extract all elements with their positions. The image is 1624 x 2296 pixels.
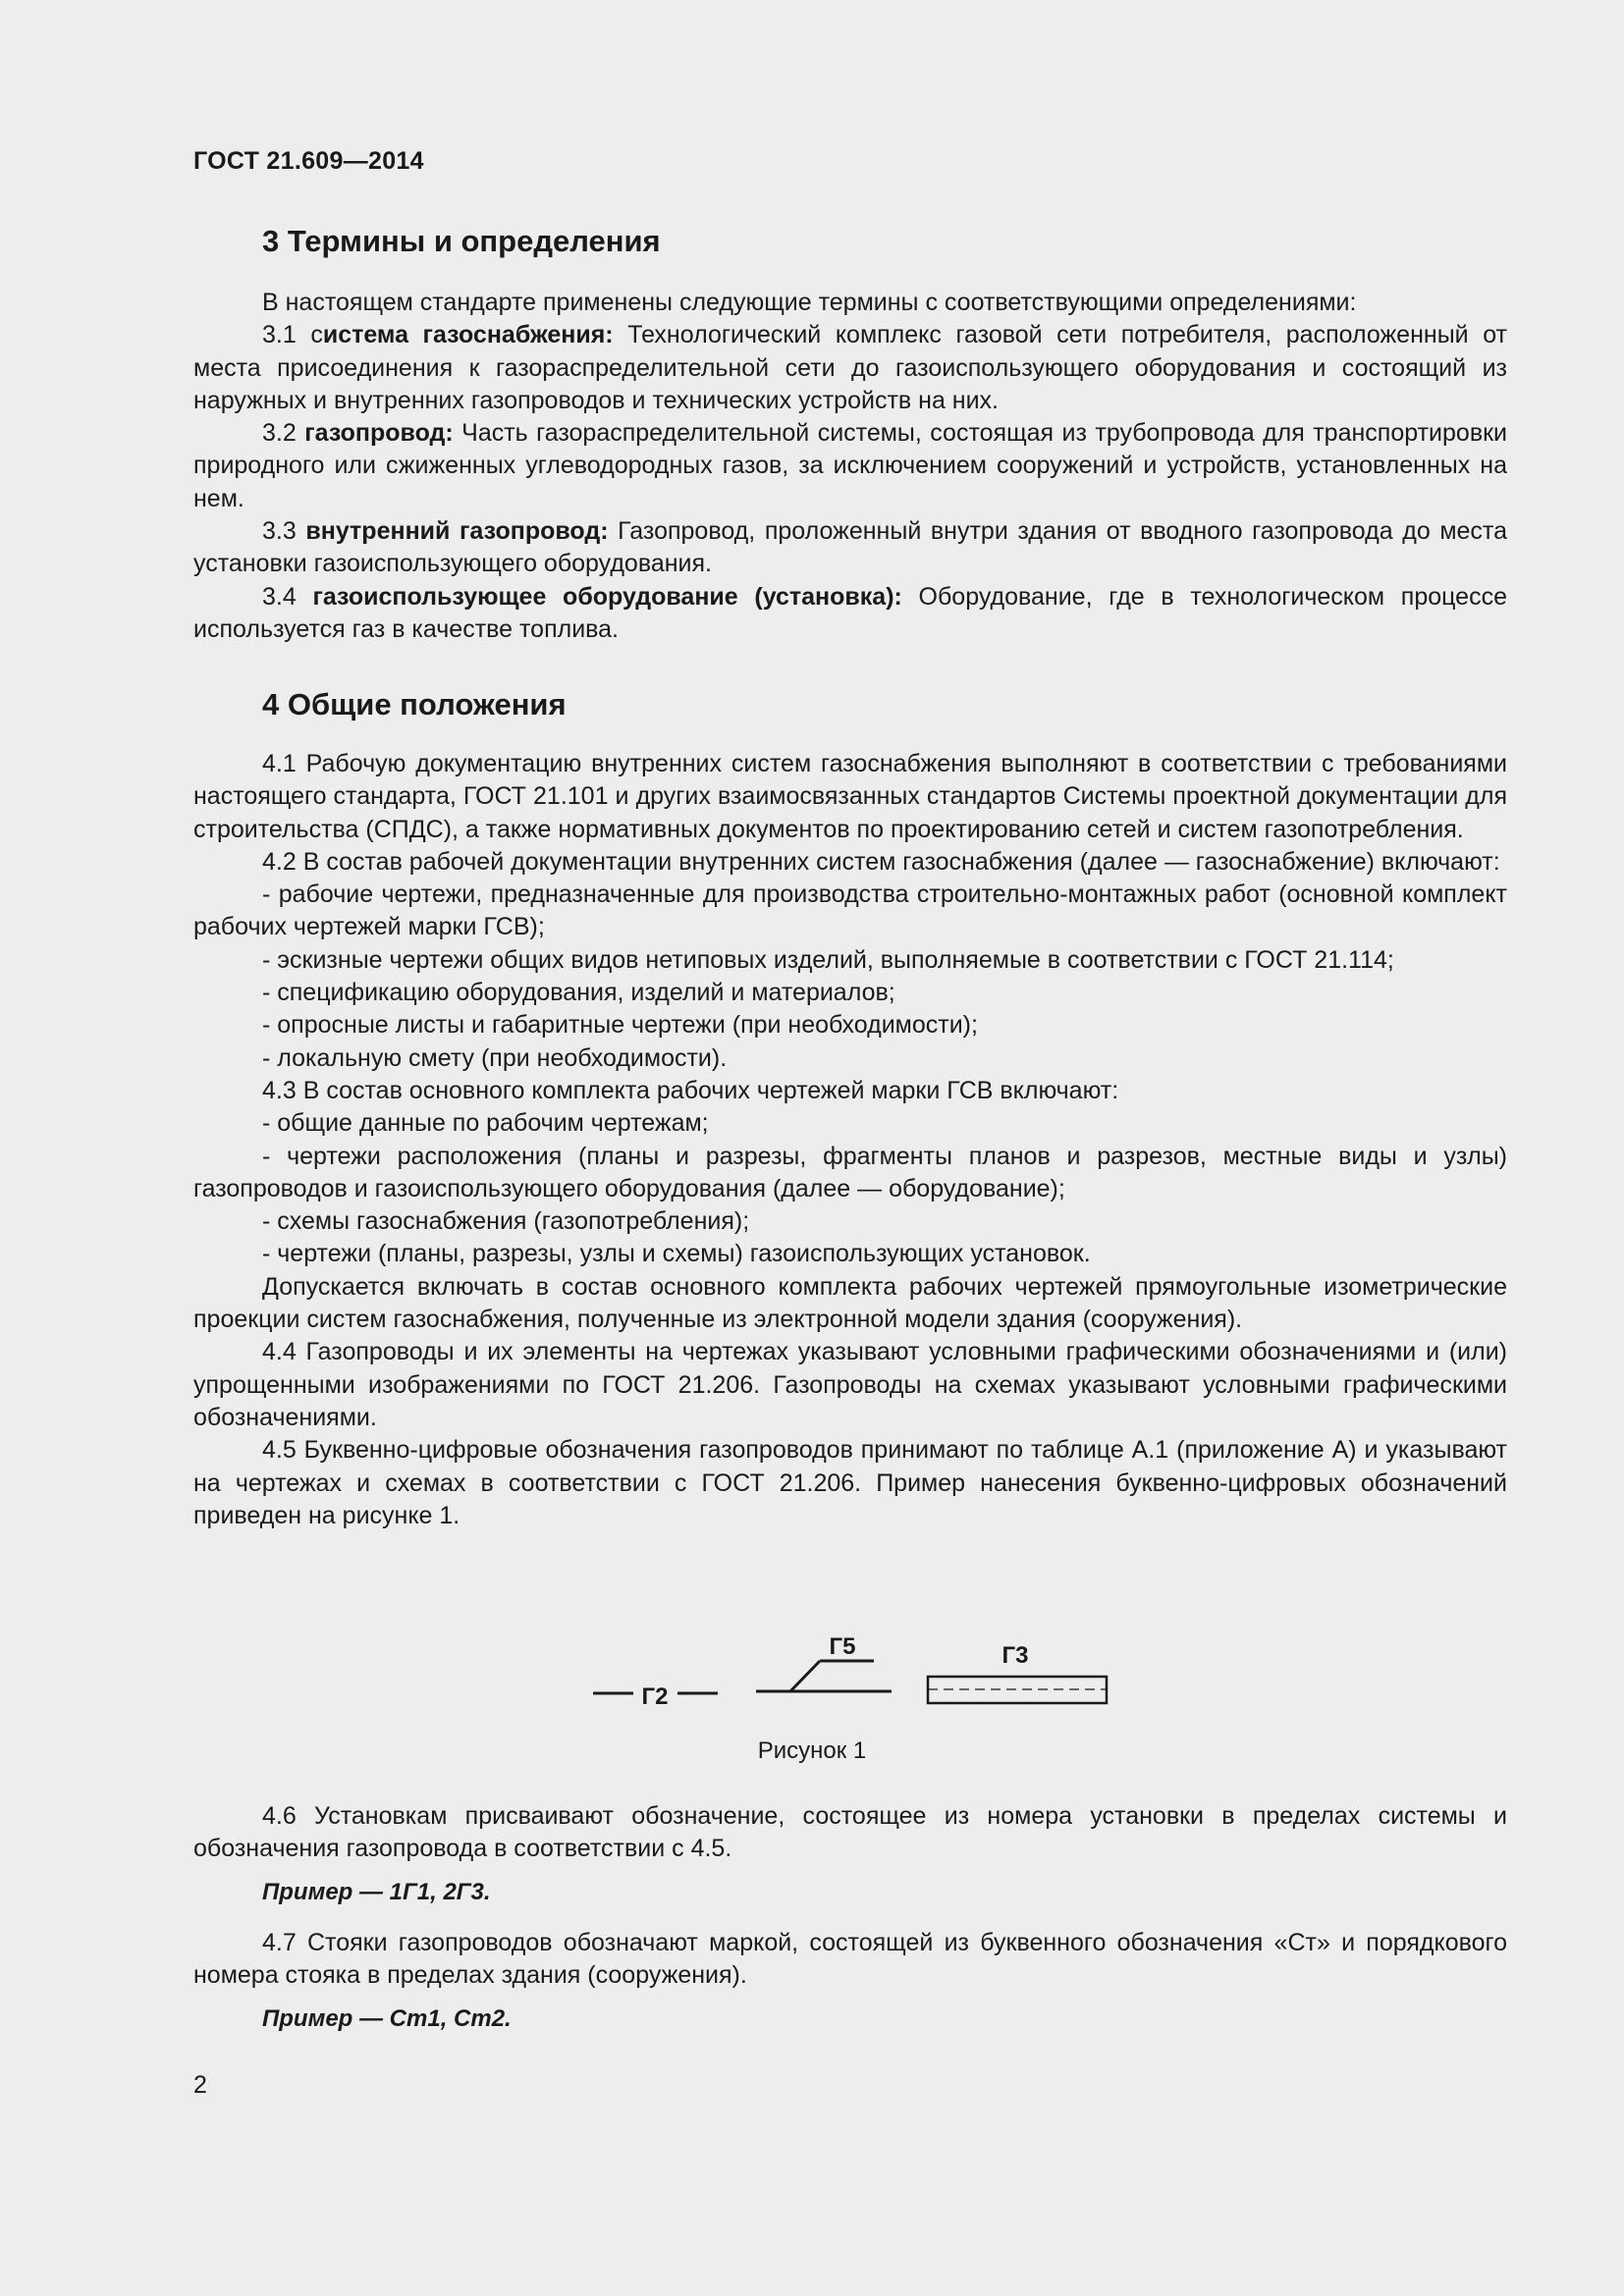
- para-4-5: 4.5 Буквенно-цифровые обозначения газопроводов принимают по таблице А.1 (приложение А) и указывают на чертежах и схемах в соответствии с ГОСТ 21.206. Пример нанесения буквенно-цифровых обозначений приведен на рисунке 1.: [193, 1436, 1507, 1529]
- para-4-2: 4.2 В состав рабочей документации внутренних систем газоснабжения (далее — газоснабжение) включают:: [262, 847, 1500, 876]
- term-3-1: 3.1 система газоснабжения: Технологический комплекс газовой сети потребителя, расположенный от места присоединения к газораспределительной сети до газоиспользующего оборудования и состоящий из наружных и внутренних газопроводов и технических устройств на них.: [193, 321, 1508, 414]
- list-item: - спецификацию оборудования, изделий и материалов;: [262, 979, 895, 1007]
- page-number: 2: [193, 2071, 207, 2099]
- section-3-body: [193, 287, 1507, 646]
- term-label: газоиспользующее оборудование (установка):: [312, 582, 902, 611]
- figure-caption: Рисунок 1: [757, 1737, 867, 1764]
- list-item: - локальную смету (при необходимости).: [262, 1043, 728, 1072]
- para-4-4: 4.4 Газопроводы и их элементы на чертежах указывают условными графическими обозначениями и (или) упрощенными изображениями по ГОСТ 21.206. Газопроводы на схемах указывают условными графическими обозначениями.: [193, 1338, 1507, 1431]
- para-4-3: 4.3 В состав основного комплекта рабочих чертежей марки ГСВ включают:: [262, 1076, 1119, 1104]
- list-item: - чертежи (планы, разрезы, узлы и схемы) газоиспользующих установок.: [262, 1240, 1091, 1268]
- section-4-body: [193, 748, 1507, 1532]
- list-item: - опросные листы и габаритные чертежи (при необходимости);: [262, 1011, 978, 1040]
- standard-code-header: ГОСТ 21.609—2014: [193, 147, 424, 175]
- term-3-2: 3.2 газопровод: Часть газораспределительной системы, состоящая из трубопровода для транспортировки природного или сжиженных углеводородных газов, за исключением сооружений и устройств, установленных на нем.: [193, 419, 1508, 512]
- list-item: - схемы газоснабжения (газопотребления);: [262, 1207, 750, 1236]
- pipe-double-line: [928, 1677, 1107, 1703]
- example-4-7: Пример — Ст1, Ст2.: [262, 2005, 512, 2032]
- term-3-3: 3.3 внутренний газопровод: Газопровод, проложенный внутри здания от вводного газопровода до места установки газоиспользующего оборудования.: [193, 517, 1507, 578]
- term-label: истема газоснабжения:: [322, 321, 614, 349]
- label-g2: Г2: [641, 1683, 669, 1710]
- para-4-7: 4.7 Стояки газопроводов обозначают маркой, состоящей из буквенного обозначения «Ст» и порядкового номера стояка в пределах здания (сооружения).: [193, 1929, 1507, 1990]
- term-label: газопровод:: [304, 419, 454, 448]
- para-4-6: 4.6 Установкам присваивают обозначение, состоящее из номера установки в пределах системы и обозначения газопровода в соответствии с 4.5.: [193, 1802, 1507, 1863]
- list-item: - рабочие чертежи, предназначенные для производства строительно-монтажных работ (основной комплект рабочих чертежей марки ГСВ);: [193, 881, 1507, 941]
- label-g5: Г5: [829, 1633, 856, 1660]
- term-3-4: 3.4 газоиспользующее оборудование (установка): Оборудование, где в технологическом процессе используется газ в качестве топлива.: [193, 582, 1507, 643]
- list-item: - чертежи расположения (планы и разрезы, фрагменты планов и разрезов, местные виды и узлы) газопроводов и газоиспользующего оборудования (далее — оборудование);: [193, 1142, 1507, 1202]
- list-item: - эскизные чертежи общих видов нетиповых изделий, выполняемые в соответствии с ГОСТ 21.114;: [262, 945, 1394, 974]
- example-4-6: Пример — 1Г1, 2Г3.: [262, 1879, 491, 1905]
- para-4-3-note: Допускается включать в состав основного комплекта рабочих чертежей прямоугольные изометрические проекции систем газоснабжения, полученные из электронной модели здания (сооружения).: [193, 1272, 1507, 1334]
- section-4-title: 4 Общие положения: [262, 687, 567, 721]
- para-4-1: 4.1 Рабочую документацию внутренних систем газоснабжения выполняют в соответствии с требованиями настоящего стандарта, ГОСТ 21.101 и других взаимосвязанных стандартов Системы проектной документации для строительства (СПДС), а также нормативных документов по проектированию сетей и систем газопотребления.: [193, 750, 1507, 843]
- label-g3: Г3: [1001, 1642, 1029, 1669]
- section-3-title: 3 Термины и определения: [262, 224, 661, 258]
- leader-line: [790, 1661, 820, 1691]
- list-item: - общие данные по рабочим чертежам;: [262, 1109, 709, 1138]
- term-label: внутренний газопровод:: [305, 517, 609, 546]
- figure-1-pipe-designations: [579, 1620, 1129, 1728]
- section-3-intro: В настоящем стандарте применены следующие термины с соответствующими определениями:: [262, 289, 1357, 316]
